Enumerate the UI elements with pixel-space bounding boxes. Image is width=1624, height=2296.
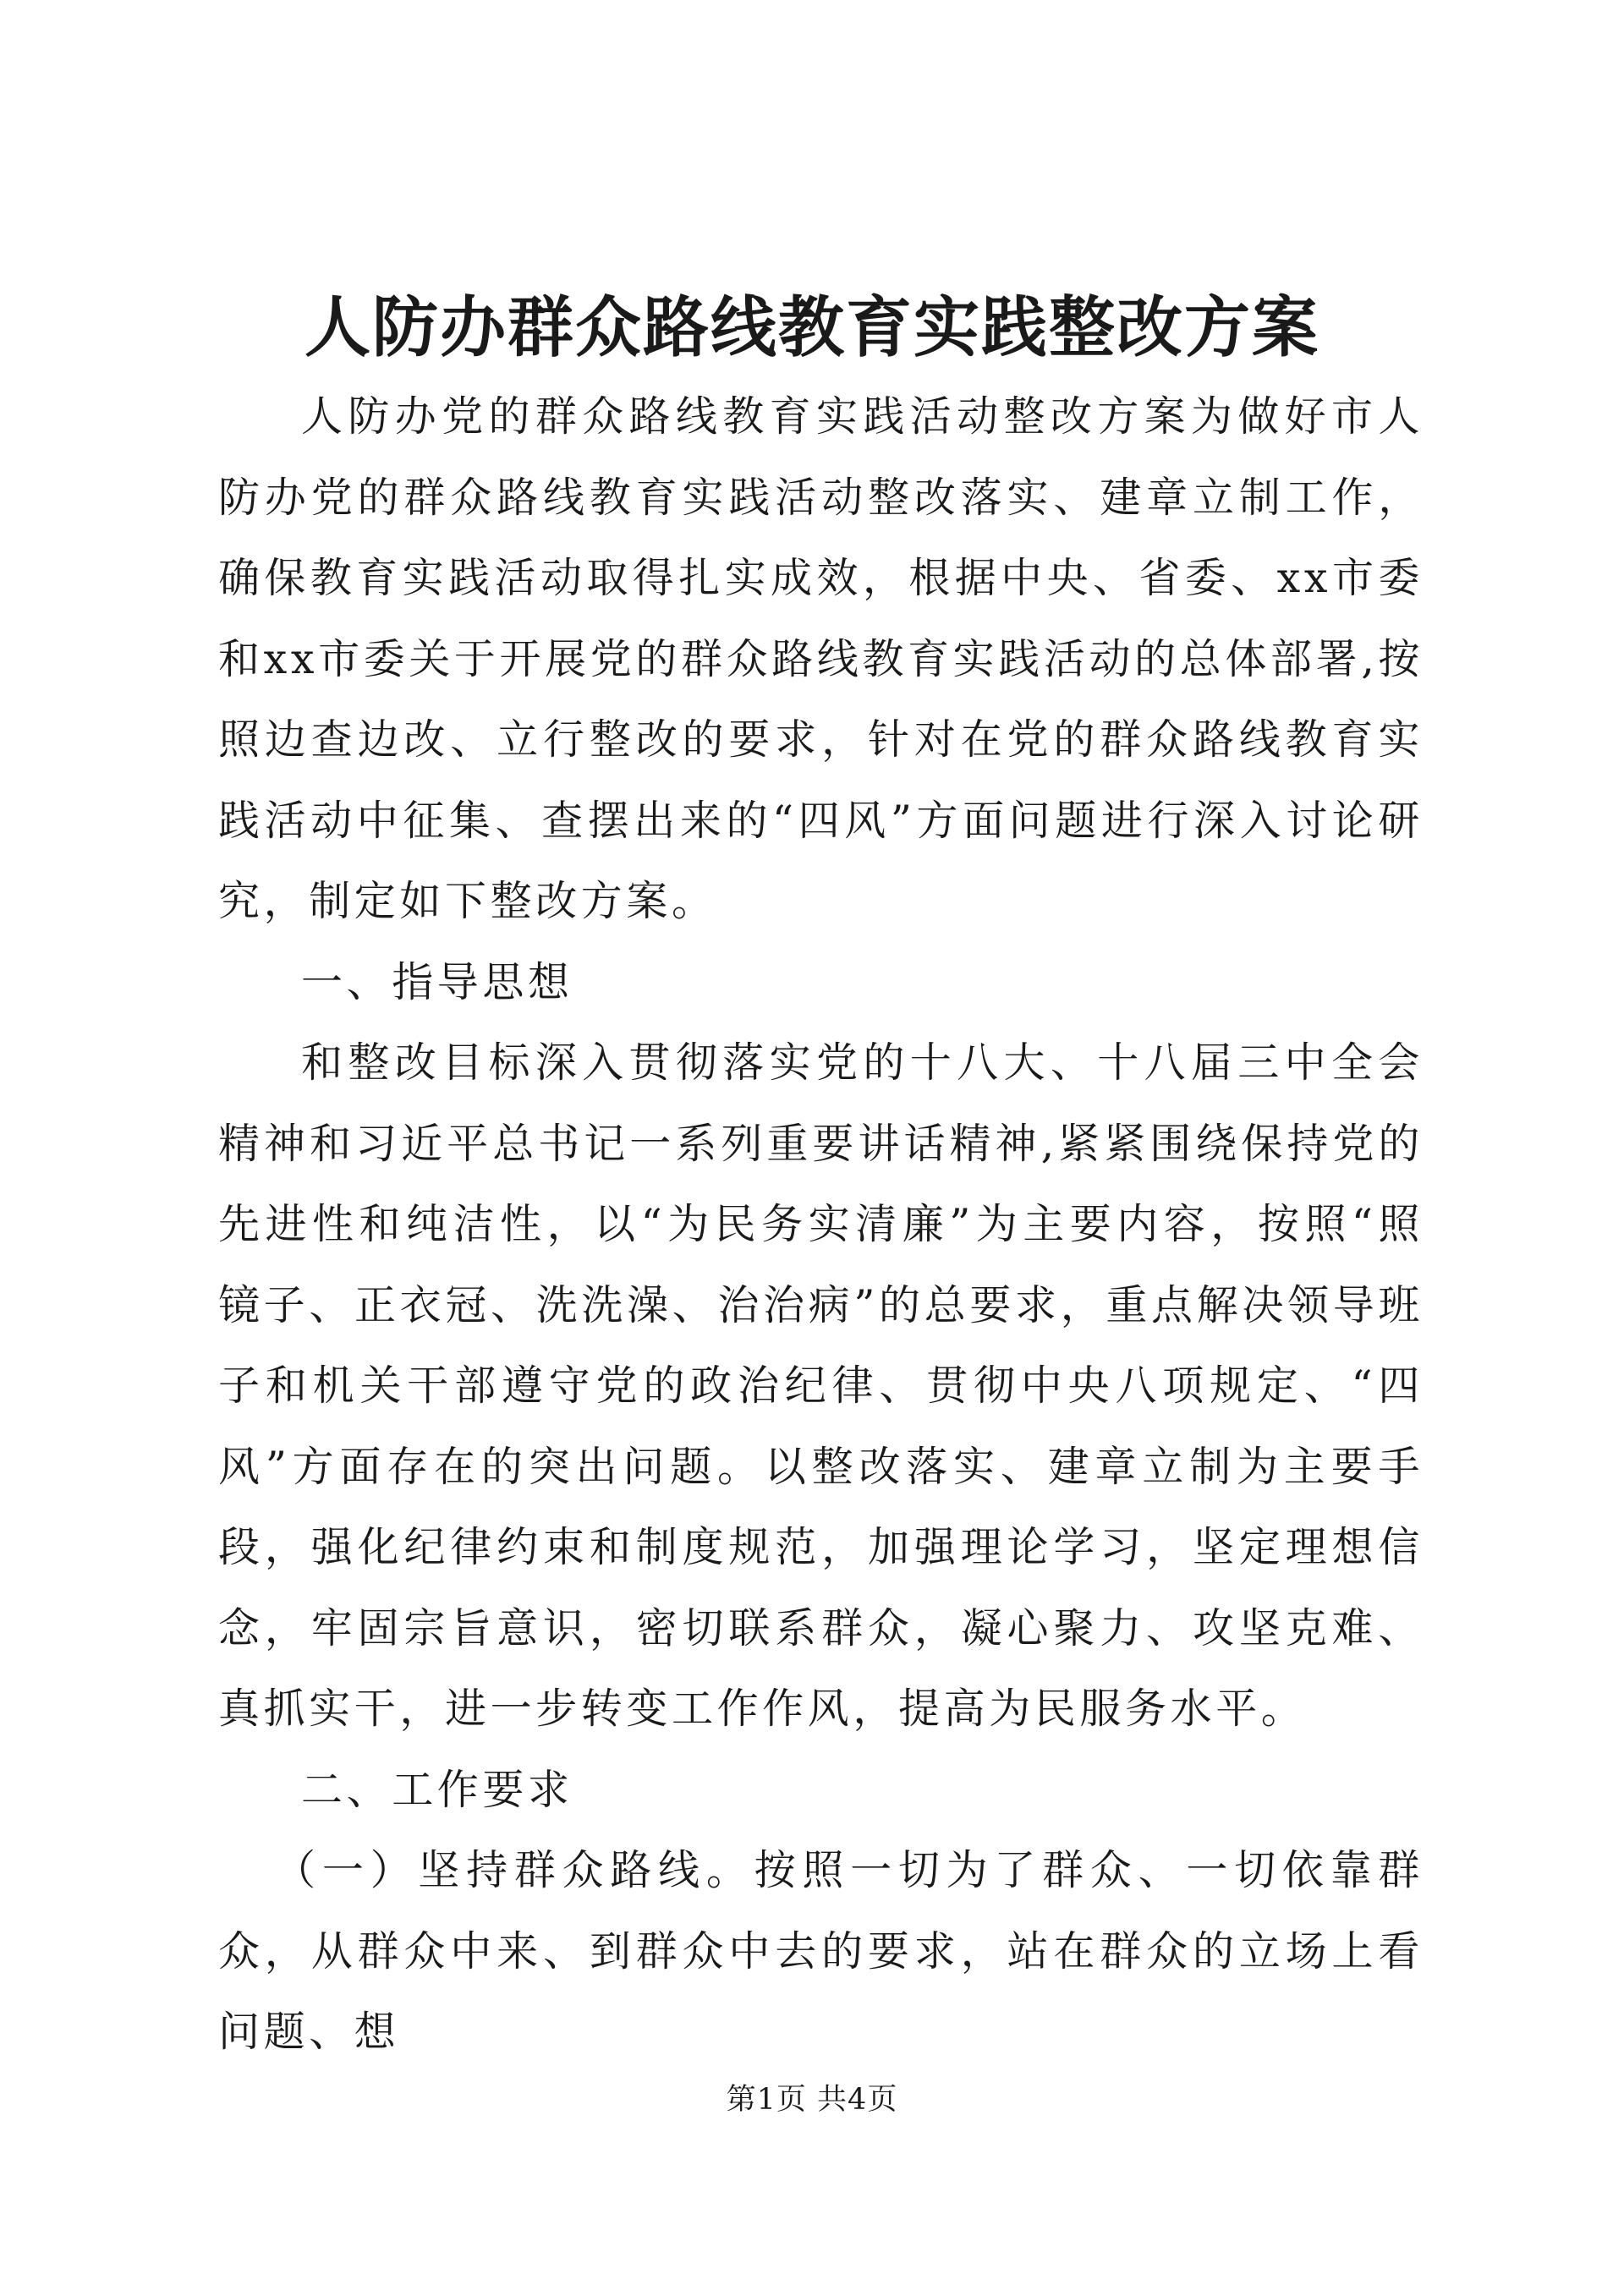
intro-paragraph: 人防办党的群众路线教育实践活动整改方案为做好市人防办党的群众路线教育实践活动整改落实、建章立制工作，确保教育实践活动取得扎实成效，根据中央、省委、xx市委和xx市委关于开展党的群众路线教育实践活动的总体部署,按照边查边改、立行整改的要求，针对在党的群众路线教育实践活动中征集、查摆出来的“四风”方面问题进行深入讨论研究，制定如下整改方案。 <box>218 392 1424 925</box>
guiding-ideology-paragraph: 和整改目标深入贯彻落实党的十八大、十八届三中全会精神和习近平总书记一系列重要讲话精神,紧紧围绕保持党的先进性和纯洁性，以“为民务实清廉”为主要内容，按照“照镜子、正衣冠、洗洗澡、治治病”的总要求，重点解决领导班子和机关干部遵守党的政治纪律、贯彻中央八项规定、“四风”方面存在的突出问题。以整改落实、建章立制为主要手段，强化纪律约束和制度规范，加强理论学习，坚定理想信念，牢固宗旨意识，密切联系群众，凝心聚力、攻坚克难、真抓实干，进一步转变工作作风，提高为民服务水平。 <box>218 1038 1424 1733</box>
page-number-footer: 第1页 共4页 <box>726 2083 898 2117</box>
document-title: 人防办群众路线教育实践整改方案 <box>304 289 1320 366</box>
document-body <box>218 376 1424 2073</box>
section-heading-guiding-ideology: 一、指导思想 <box>301 957 573 1006</box>
section-heading-work-requirements: 二、工作要求 <box>301 1765 573 1814</box>
work-requirement-item-1: （一）坚持群众路线。按照一切为了群众、一切依靠群众，从群众中来、到群众中去的要求，站在群众的立场上看问题、想 <box>218 1846 1424 2056</box>
